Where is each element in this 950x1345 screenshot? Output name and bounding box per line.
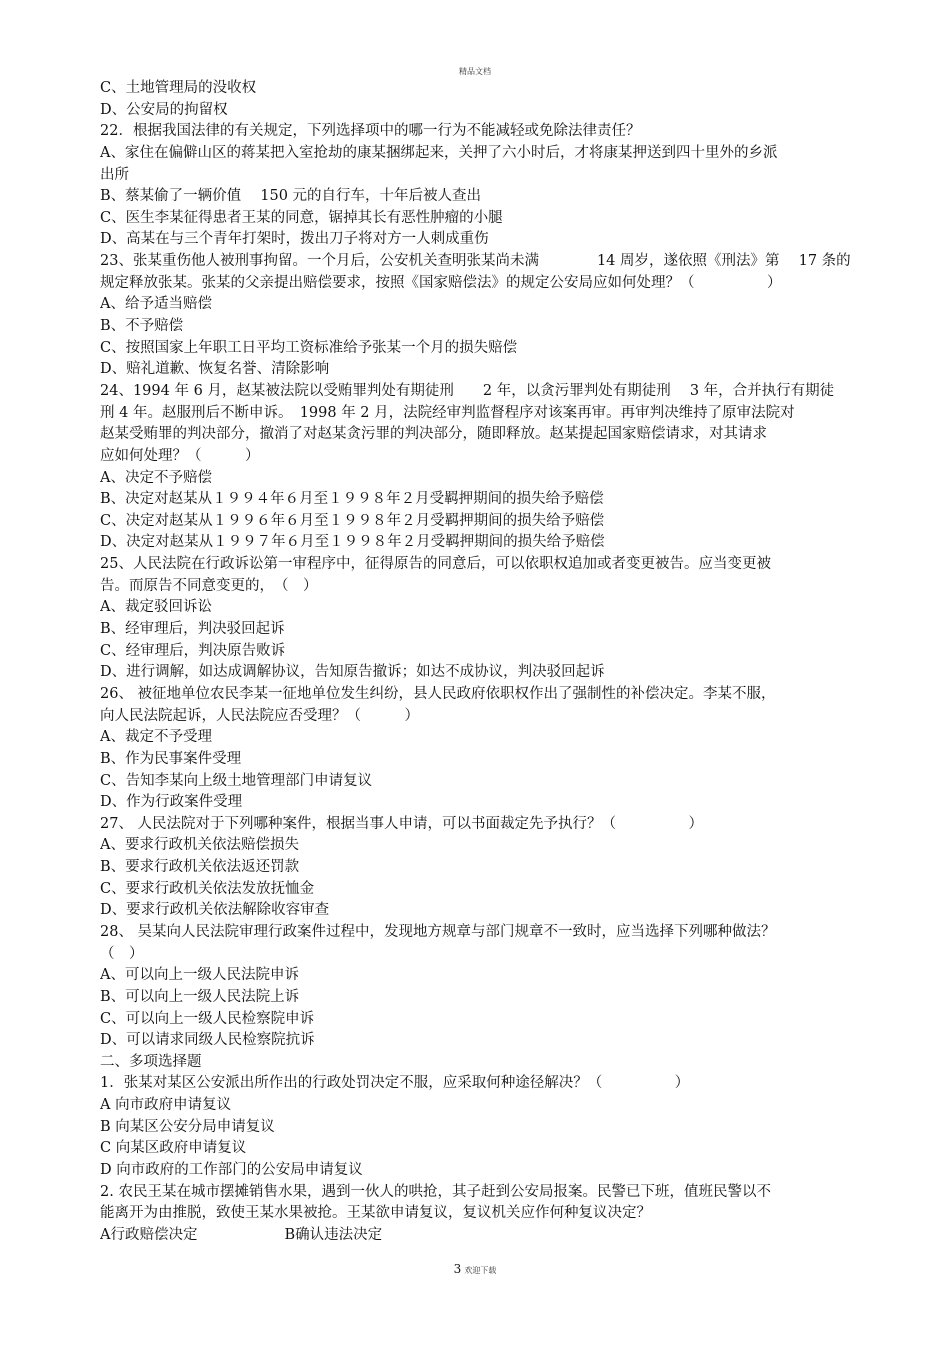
text-line: D、要求行政机关依法解除收容审查 [100, 902, 330, 919]
text-line: A、决定不予赔偿 [100, 469, 212, 486]
text-line: B、经审理后，判决驳回起诉 [100, 621, 285, 638]
text-line: A、要求行政机关依法赔偿损失 [100, 837, 299, 854]
text-line: 应如何处理？（ ） [100, 447, 260, 464]
text-line: B 向某区公安分局申请复议 [100, 1118, 275, 1135]
text-line: C、要求行政机关依法发放抚恤金 [100, 880, 315, 897]
text-line: A、裁定驳回诉讼 [100, 599, 212, 616]
text-line: D、决定对赵某从１９９７年６月至１９９８年２月受羁押期间的损失给予赔偿 [100, 534, 605, 551]
page-header: 精品文档 [459, 67, 491, 76]
footer-label: 欢迎下载 [464, 1266, 497, 1275]
text-line: C、可以向上一级人民检察院申诉 [100, 1010, 315, 1027]
text-line: 出所 [100, 166, 129, 183]
text-line: A行政赔偿决定 B确认违法决定 [100, 1226, 383, 1243]
text-line: B、不予赔偿 [100, 318, 184, 335]
text-line: 2. 农民王某在城市摆摊销售水果，遇到一伙人的哄抢，其子赶到公安局报案。民警已下班，值班民警以不 [100, 1183, 771, 1200]
text-line: （ ） [100, 945, 144, 962]
text-line: C 向某区政府申请复议 [100, 1140, 247, 1157]
text-line: D、作为行政案件受理 [100, 794, 243, 811]
text-line: C、医生李某征得患者王某的同意，锯掉其长有恶性肿瘤的小腿 [100, 209, 503, 226]
page-number: 3 [453, 1262, 462, 1276]
text-line: 1．张某对某区公安派出所作出的行政处罚决定不服，应采取何种途径解决？（ ） [100, 1075, 690, 1092]
text-line: 向人民法院起诉，人民法院应否受理？（ ） [100, 707, 419, 724]
text-line: A、给予适当赔偿 [100, 296, 212, 313]
text-line: C、告知李某向上级土地管理部门申请复议 [100, 772, 373, 789]
text-line: D、公安局的拘留权 [100, 101, 228, 118]
text-line: C、经审理后，判决原告败诉 [100, 642, 286, 659]
text-line: D、进行调解，如达成调解协议，告知原告撤诉；如达不成协议，判决驳回起诉 [100, 664, 605, 681]
text-line: A 向市政府申请复议 [100, 1097, 232, 1114]
text-line: B、要求行政机关依法返还罚款 [100, 859, 300, 876]
text-line: 规定释放张某。张某的父亲提出赔偿要求，按照《国家赔偿法》的规定公安局应如何处理？（ ） [100, 274, 782, 291]
text-line: D、可以请求同级人民检察院抗诉 [100, 1032, 315, 1049]
text-line: 28、 吴某向人民法院审理行政案件过程中，发现地方规章与部门规章不一致时，应当选择下列哪种做法？ [100, 923, 776, 940]
text-line: 23、张某重伤他人被刑事拘留。一个月后，公安机关查明张某尚未满 14 周岁，遂依照《刑法》第 17 条的 [100, 253, 851, 270]
text-line: 26、 被征地单位农民李某一征地单位发生纠纷，县人民政府依职权作出了强制性的补偿决定。李某不服， [100, 685, 776, 702]
text-line: 27、 人民法院对于下列哪种案件，根据当事人申请，可以书面裁定先予执行？（ ） [100, 815, 704, 832]
text-line: D、高某在与三个青年打架时，拨出刀子将对方一人刺成重伤 [100, 231, 489, 248]
text-line: A、可以向上一级人民法院申诉 [100, 967, 299, 984]
text-line: 能离开为由推脱，致使王某水果被抢。王某欲申请复议，复议机关应作何种复议决定？ [100, 1205, 651, 1222]
text-line: 24、1994 年 6 月，赵某被法院以受贿罪判处有期徒刑 2 年，以贪污罪判处有期徒刑 3 年，合并执行有期徒 [100, 382, 835, 399]
text-line: C、决定对赵某从１９９６年６月至１９９８年２月受羁押期间的损失给予赔偿 [100, 512, 605, 529]
text-line: 25、人民法院在行政诉讼第一审程序中，征得原告的同意后，可以依职权追加或者变更被告。应当变更被 [100, 556, 771, 573]
text-line: C、土地管理局的没收权 [100, 80, 257, 96]
document-body [100, 78, 890, 1247]
text-line: B、蔡某偷了一辆价值 150 元的自行车，十年后被人查出 [100, 188, 482, 205]
text-line: C、按照国家上年职工日平均工资标准给予张某一个月的损失赔偿 [100, 339, 518, 356]
text-line: B、可以向上一级人民法院上诉 [100, 988, 300, 1005]
text-line: B、决定对赵某从１９９４年６月至１９９８年２月受羁押期间的损失给予赔偿 [100, 491, 604, 508]
text-line: 22．根据我国法律的有关规定，下列选择项中的哪一行为不能减轻或免除法律责任？ [100, 123, 641, 140]
text-line: 刑 4 年。赵服刑后不断申诉。 1998 年 2 月，法院经审判监督程序对该案再审。再审判决维持了原审法院对 [100, 404, 795, 421]
text-line: B、作为民事案件受理 [100, 750, 242, 767]
text-line: 告。而原告不同意变更的， （ ） [100, 577, 318, 594]
text-line: 二、多项选择题 [100, 1053, 202, 1070]
text-line: A、裁定不予受理 [100, 729, 212, 746]
text-line: 赵某受贿罪的判决部分，撤消了对赵某贪污罪的判决部分，随即释放。赵某提起国家赔偿请求，对其请求 [100, 426, 767, 443]
text-line: D、赔礼道歉、恢复名誉、清除影响 [100, 361, 330, 378]
text-line: A、家住在偏僻山区的蒋某把入室抢劫的康某捆绑起来，关押了六小时后，才将康某押送到四十里外的乡派 [100, 144, 778, 161]
text-line: D 向市政府的工作部门的公安局申请复议 [100, 1162, 363, 1179]
page-footer [0, 1262, 950, 1276]
